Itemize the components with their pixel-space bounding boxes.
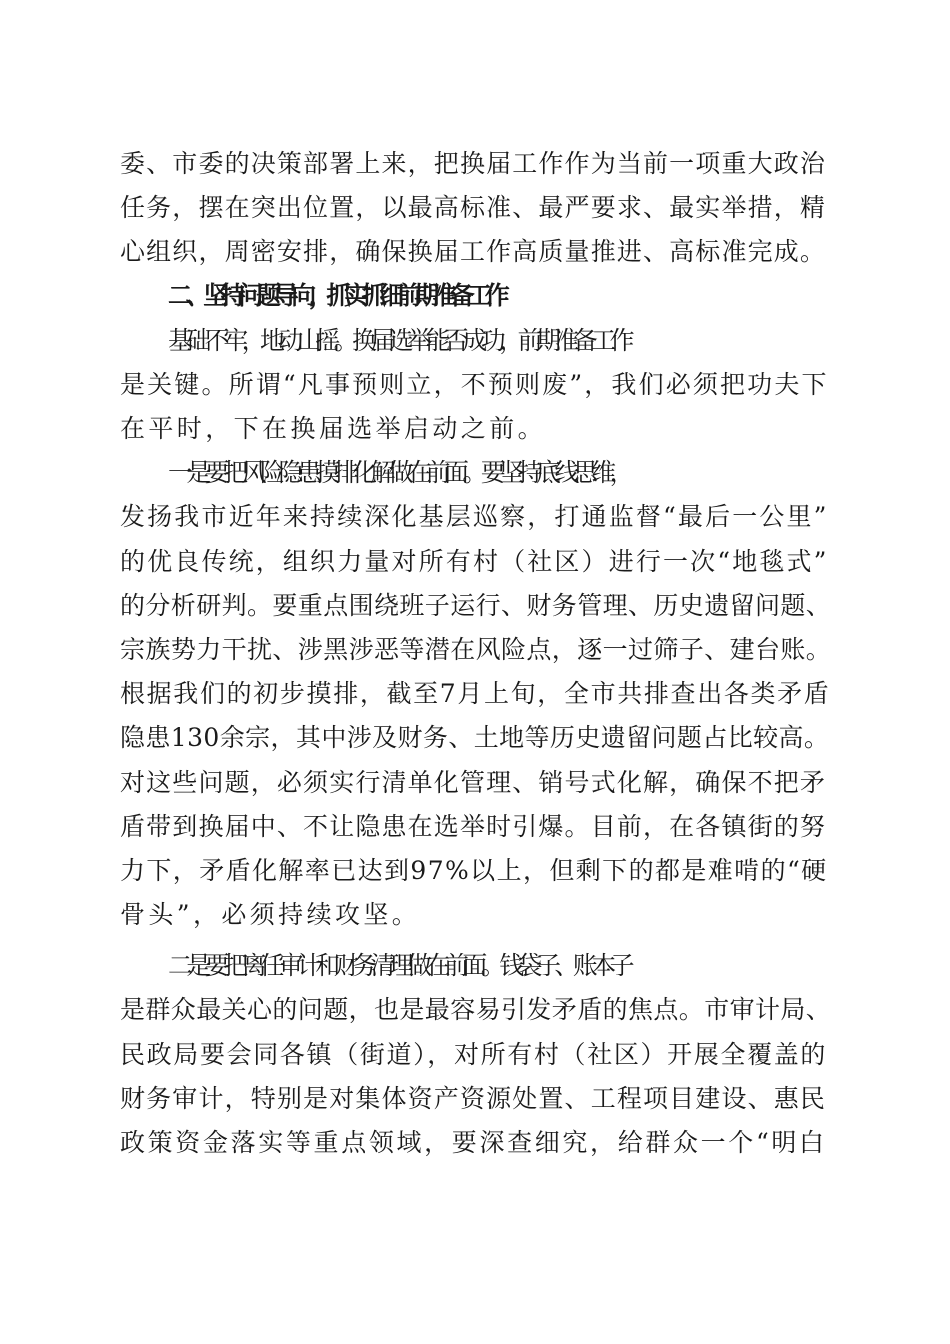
body-text-line: 财务审计，特别是对集体资产资源处置、工程项目建设、惠民: [120, 1084, 827, 1113]
body-text-line: 一是要把风险隐患摸排化解做在前面。要坚持底线思维，: [168, 458, 629, 487]
body-text-line: 二是要把离任审计和财务清理做在前面。钱袋子、账本子: [168, 951, 629, 980]
body-text-line: 宗族势力干扰、涉黑涉恶等潜在风险点，逐一过筛子、建台账。: [120, 635, 832, 664]
body-text-line: 在平时，下在换届选举启动之前。: [120, 414, 547, 443]
body-text-line: 是群众最关心的问题，也是最容易引发矛盾的焦点。市审计局、: [120, 995, 832, 1024]
section-heading: 二、坚持问题导向，抓实抓细前期准备工作: [168, 281, 503, 310]
body-text-line: 力下，矛盾化解率已达到97%以上，但剩下的都是难啃的“硬: [120, 856, 828, 885]
body-text-line: 任务，摆在突出位置，以最高标准、最严要求、最实举措，精: [120, 193, 827, 222]
body-text-line: 对这些问题，必须实行清单化管理、销号式化解，确保不把矛: [120, 768, 827, 797]
body-text-line: 盾带到换届中、不让隐患在选举时引爆。目前，在各镇街的努: [120, 812, 827, 841]
body-text-line: 的优良传统，组织力量对所有村（社区）进行一次“地毯式”: [120, 547, 829, 576]
body-text-line: 骨头”，必须持续攻坚。: [120, 900, 421, 929]
body-text-line: 隐患130余宗，其中涉及财务、土地等历史遗留问题占比较高。: [120, 723, 830, 752]
body-text-line: 根据我们的初步摸排，截至7月上旬，全市共排查出各类矛盾: [120, 679, 831, 708]
body-text-line: 的分析研判。要重点围绕班子运行、财务管理、历史遗留问题、: [120, 591, 832, 620]
body-text-line: 委、市委的决策部署上来，把换届工作作为当前一项重大政治: [120, 149, 827, 178]
body-text-line: 基础不牢，地动山摇。换届选举能否成功，前期准备工作: [168, 326, 629, 355]
body-text-line: 政策资金落实等重点领域，要深查细究，给群众一个“明白: [120, 1128, 827, 1157]
body-text-line: 心组织，周密安排，确保换届工作高质量推进、高标准完成。: [120, 237, 827, 266]
body-text-line: 民政局要会同各镇（街道），对所有村（社区）开展全覆盖的: [120, 1040, 828, 1069]
body-text-line: 是关键。所谓“凡事预则立，不预则废”，我们必须把功夫下: [120, 370, 829, 399]
body-text-line: 发扬我市近年来持续深化基层巡察，打通监督“最后一公里”: [120, 502, 829, 531]
